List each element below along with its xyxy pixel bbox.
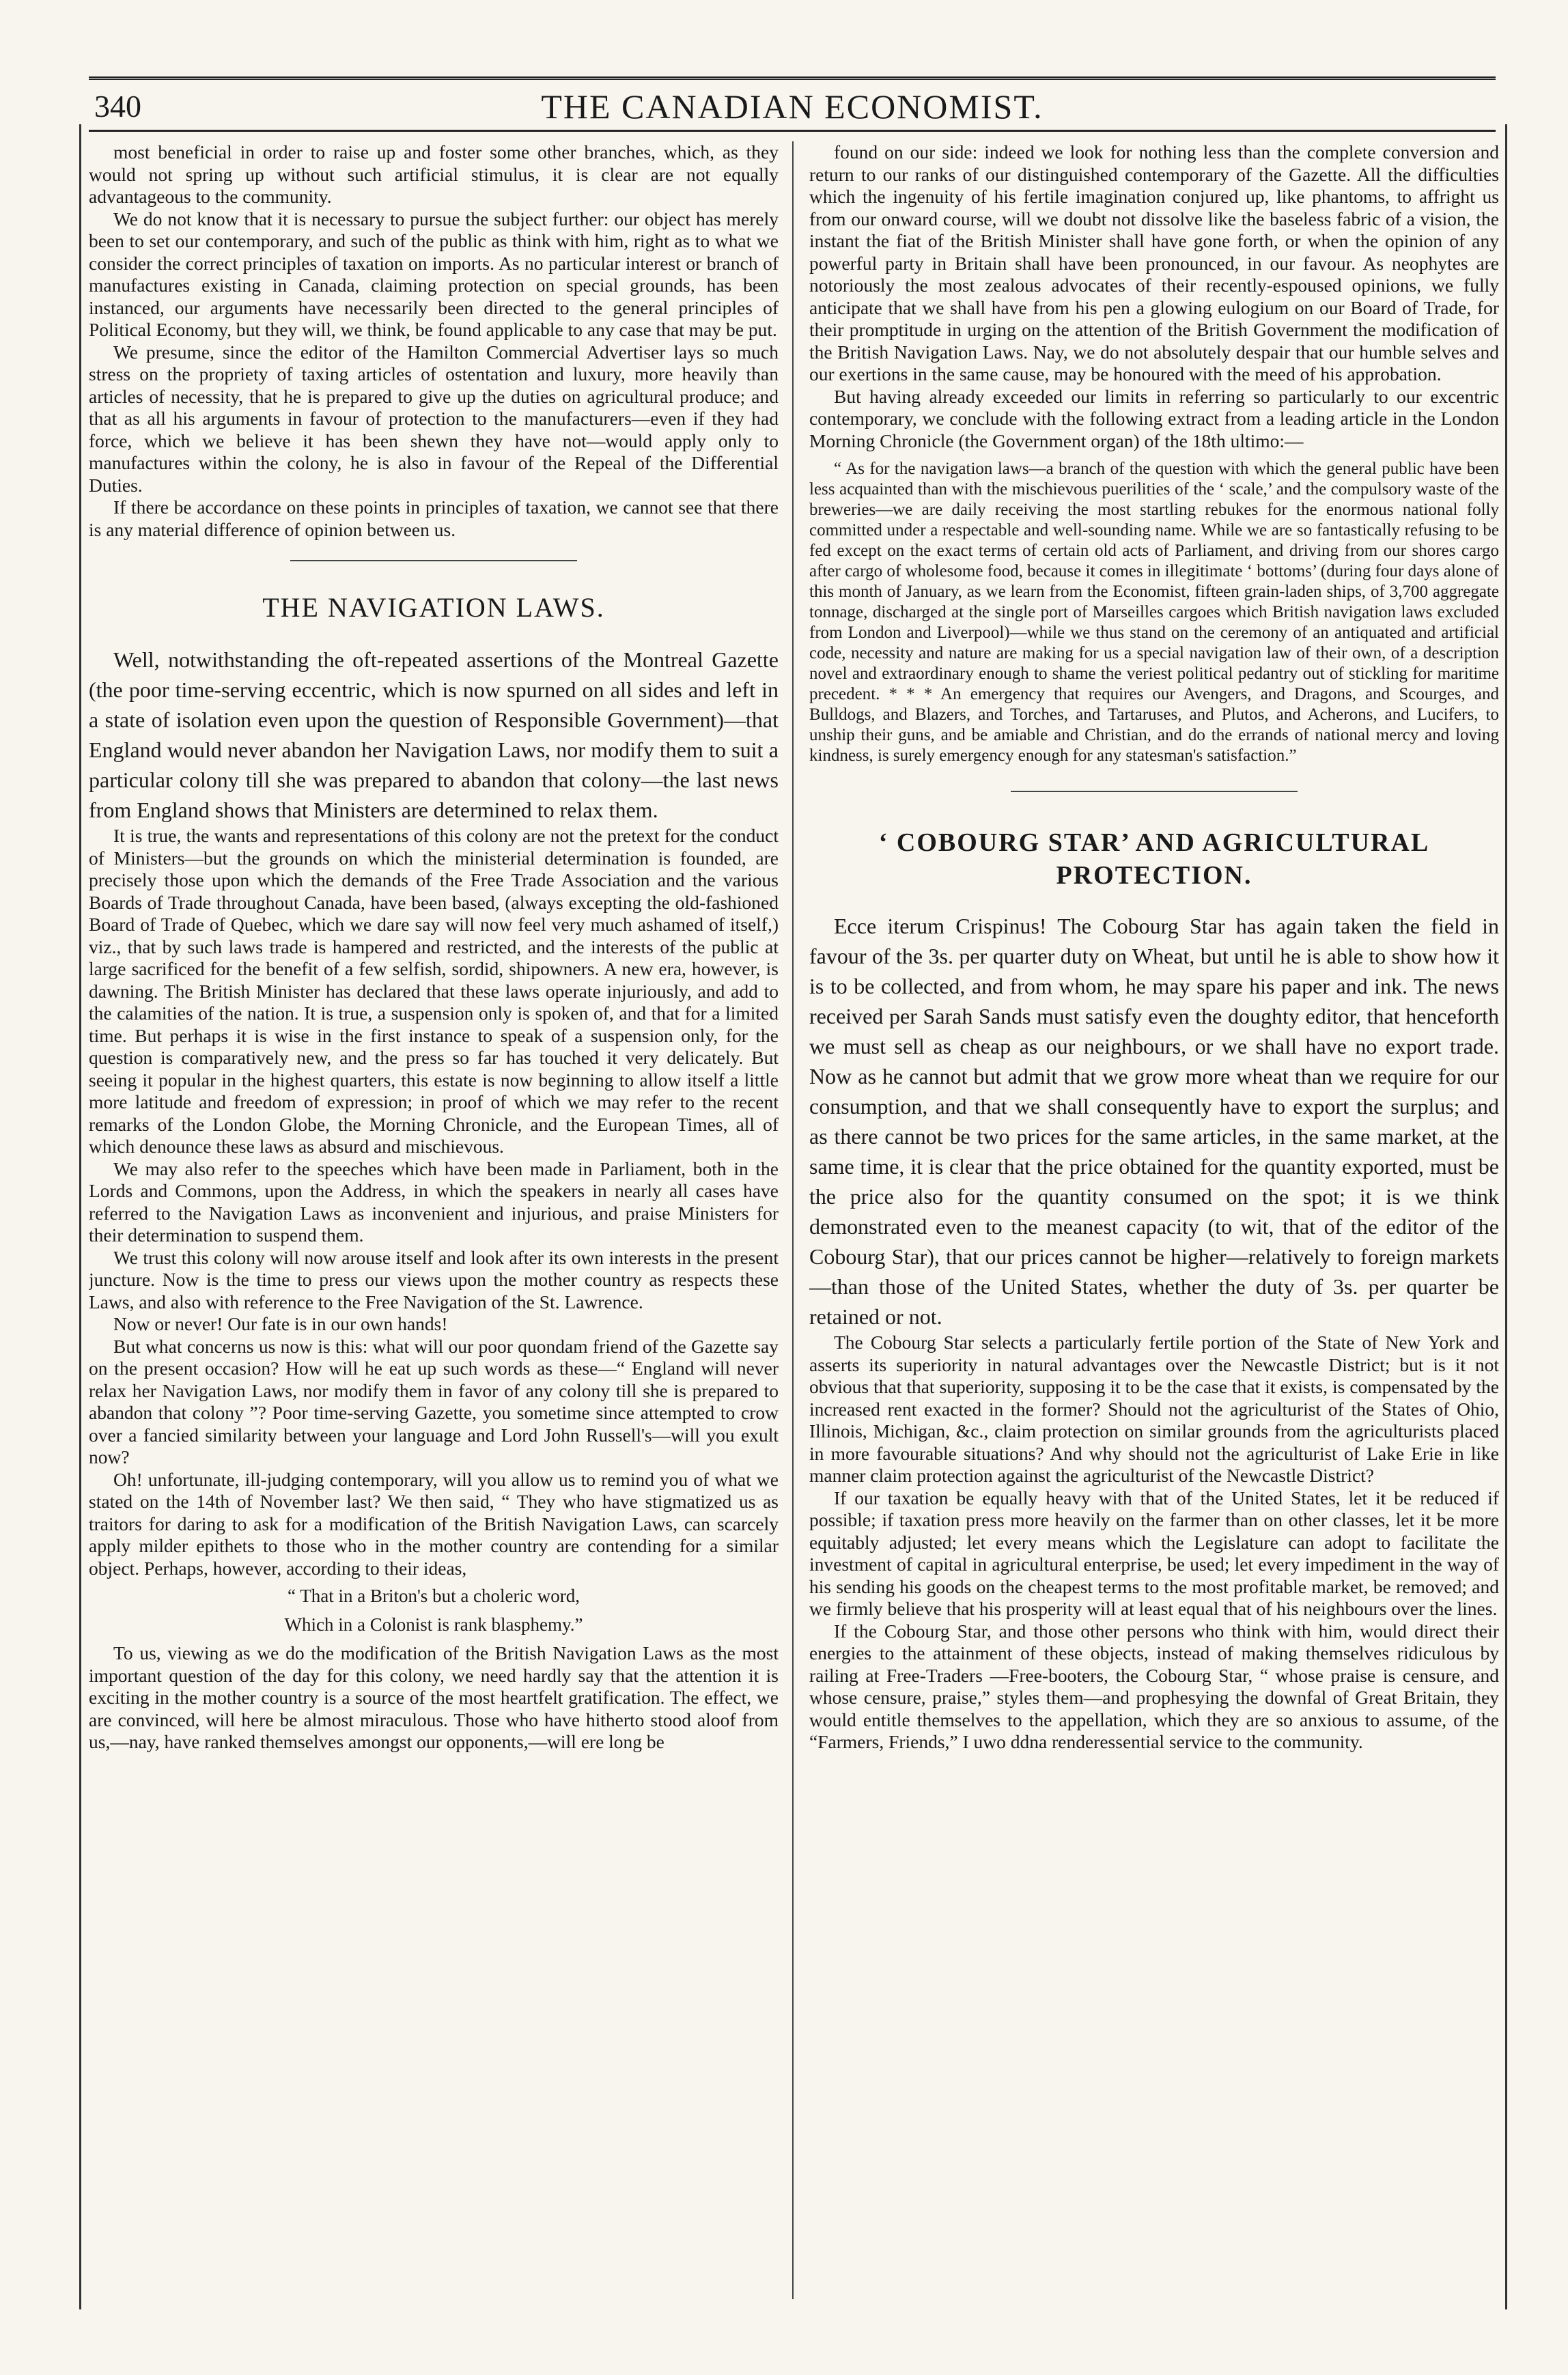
page-border-left	[79, 124, 81, 2309]
paragraph: Ecce iterum Crispinus! The Cobourg Star has again taken the field in favour of the 3s. per quarter duty on Wheat, but until he is able to show how it is to be collected, and from whom, he may spare his paper and ink. The news received per Sarah Sands must satisfy even the doughty editor, that henceforth we must sell as cheap as our neighbours, or we shall have no export trade. Now as he cannot but admit that we grow more wheat than we require for our consumption, and that we shall consequently have to export the surplus; and as there cannot be two prices for the same articles, in the same market, at the same time, it is clear that the price obtained for the quantity exported, must be the price also for the quantity consumed on the spot; it is we think demonstrated even to the meanest capacity (to wit, that of the editor of the Cobourg Star), that our prices cannot be higher—relatively to foreign markets—than those of the United States, whether the duty of 3s. per quarter be retained or not.	[809, 914, 1499, 1329]
section-divider	[290, 560, 577, 561]
paragraph: The Cobourg Star selects a particularly fertile portion of the State of New York and asserts its superiority in natural advantages over the Newcastle District; but is it not obvious that that superiority, supposing it to be the case that it exists, is compensated by the increased rent exacted in the former? Should not the agriculturist of the States of Ohio, Illinois, Michigan, &c., claim protection on similar grounds from the agriculturists placed in more favourable situations? And why should not the agriculturist of Lake Erie in like manner claim protection against the agriculturist of the Newcastle District?	[809, 1332, 1499, 1486]
paragraph: We presume, since the editor of the Hamilton Commercial Advertiser lays so much stress on the propriety of taxing articles of ostentation and luxury, more heavily than articles of necessity, that he is prepared to give up the duties on agricultural produce; and that as all his arguments in favour of protection to the manufacturers—even if they had force, which we believe it has been shewn they have not—would apply only to manufactures within the colony, he is also in favour of the Repeal of the Differential Duties.	[89, 341, 779, 496]
page-header	[89, 76, 1496, 128]
page-border-right	[1505, 124, 1507, 2309]
column-divider	[792, 141, 794, 2299]
header-rule	[89, 130, 1496, 132]
paragraph: most beneficial in order to raise up and foster some other branches, which, as they would not spring up without such artificial stimulus, it is clear are not equally advantageous to the community.	[89, 141, 779, 207]
paragraph: Well, notwithstanding the oft-repeated assertions of the Montreal Gazette (the poor time-serving eccentric, which is now spurned on all sides and left in a state of isolation even upon the question of Responsible Government)—that England would never abandon her Navigation Laws, nor modify them to suit a particular colony till she was prepared to abandon that colony—the last news from England shows that Ministers are determined to relax them.	[89, 647, 779, 822]
paragraph: We do not know that it is necessary to pursue the subject further: our object has merely been to set our contemporary, and such of the public as think with him, right as to what we consider the correct principles of taxation on imports. As no particular interest or branch of manufactures existing in Canada, claiming protection on special grounds, has been instanced, our arguments have necessarily been directed to the general principles of Political Economy, but they will, we think, be found applicable to any case that may be put.	[89, 208, 779, 340]
paragraph: Oh! unfortunate, ill-judging contemporary, will you allow us to remind you of what we stated on the 14th of November last? We then said, “ They who have stigmatized us as traitors for daring to ask for a modification of the British Navigation Laws, can scarcely apply milder epithets to those who in the mother country are contending for a similar object. Perhaps, however, according to their ideas,	[89, 1468, 779, 1579]
paragraph: If our taxation be equally heavy with that of the United States, let it be reduced if possible; if taxation press more heavily on the farmer than on other classes, let it be more equitably adjusted; let every means which the Legislature can adopt to facilitate the investment of capital in agricultural enterprise, be used; let every impediment in the way of his sending his goods on the cheapest terms to the most profitable market, be removed; and we firmly believe that his prosperity will at least equal that of his neighbours over the lines.	[809, 1487, 1499, 1619]
right-column	[809, 141, 1499, 2299]
paragraph: We may also refer to the speeches which have been made in Parliament, both in the Lords and Commons, upon the Address, in which the speakers in nearly all cases have referred to the Navigation Laws as inconvenient and injurious, and praise Ministers for their determination to suspend them.	[89, 1157, 779, 1246]
left-column	[89, 141, 779, 2299]
paragraph: found on our side: indeed we look for nothing less than the complete conversion and return to our ranks of our distinguished contemporary of the Gazette. All the difficulties which the ingenuity of his fertile imagination conjured up, like phantoms, to affright us from our onward course, will we doubt not dissolve like the baseless fabric of a vision, the instant the fiat of the British Minister shall have gone forth, or when the opinion of any powerful party in Britain shall have been pronounced, in our favour. As neophytes are notoriously the most zealous advocates of their recently-espoused opinions, we fully anticipate that we shall have from his pen a glowing eulogium on our Board of Trade, for their promptitude in urging on the attention of the British Government the modification of the British Navigation Laws. Nay, we do not absolutely despair that our humble selves and our exertions in the same cause, may be honoured with the meed of his approbation.	[809, 141, 1499, 384]
paragraph: But what concerns us now is this: what will our poor quondam friend of the Gazette say on the present occasion? How will he eat up such words as these—“ England will never relax her Navigation Laws, nor modify them in favor of any colony till she is prepared to abandon that colony ”? Poor time-serving Gazette, you sometime since attempted to crow over a fancied similarity between your language and Lord John Russell's—will you exult now?	[89, 1335, 779, 1467]
cobourg-star-heading: ‘ COBOURG STAR’ AND AGRICULTURAL PROTECTION.	[878, 828, 1430, 890]
paragraph: Now or never! Our fate is in our own hands!	[113, 1313, 448, 1334]
block-quote: “ As for the navigation laws—a branch of the question with which the general public have been less acquainted than with the mischievous puerilities of the ‘ scale,’ and the compulsory waste of the breweries—we are daily receiving the most startling rebukes for the enormous national folly committed under a respectable and well-sounding name. While we are so fantastically refusing to be fed except on the exact terms of certain old acts of Parliament, and driving from our shores cargo after cargo of wholesome food, because it comes in illegitimate ‘ bottoms’ (during four days alone of this month of January, as we learn from the Economist, fifteen grain-laden ships, of 3,700 aggregate tonnage, discharged at the single port of Marseilles cargoes which British navigation laws excluded from London and Liverpool)—while we thus stand on the ceremony of an antiquated and artificial code, necessity and nature are making for us a special navigation law of their own, of a description novel and extraordinary enough to shame the veriest political pedantry out of stickling for maritime precedent. * * * An emergency that requires our Avengers, and Dragons, and Scourges, and Bulldogs, and Blazers, and Torches, and Tartaruses, and Plutos, and Acherons, and Lucifers, to unship their guns, and be amiable and Christian, and do the errands of national mercy and loving kindness, is surely emergency enough for any statesman's satisfaction.”	[809, 460, 1499, 765]
paragraph: If there be accordance on these points in principles of taxation, we cannot see that there is any material difference of opinion between us.	[89, 496, 779, 540]
section-divider	[1011, 791, 1298, 792]
page	[89, 76, 1499, 2309]
paragraph: We trust this colony will now arouse itself and look after its own interests in the present juncture. Now is the time to press our views upon the mother country as respects these Laws, and also with reference to the Free Navigation of the St. Lawrence.	[89, 1246, 779, 1312]
paragraph: But having already exceeded our limits in referring so particularly to our excentric contemporary, we conclude with the following extract from a leading article in the London Morning Chronicle (the Government organ) of the 18th ultimo:—	[809, 385, 1499, 451]
page-number: 340	[94, 89, 141, 124]
page-title: THE CANADIAN ECONOMIST.	[541, 87, 1044, 126]
paragraph: If the Cobourg Star, and those other persons who think with him, would direct their energies to the attainment of these objects, instead of making themselves ridiculous by railing at Free-Traders —Free-booters, the Cobourg Star, “ whose praise is censure, and whose censure, praise,” styles them—and prophesying the downfal of Great Britain, they would entitle themselves to the appellation, which they are so anxious to assume, of the “Farmers, Friends,” I uwo ddna renderessential service to the community.	[809, 1620, 1499, 1752]
paragraph: To us, viewing as we do the modification of the British Navigation Laws as the most important question of the day for this colony, we need hardly say that the attention it is exciting in the mother country is a source of the most heartfelt gratification. The effect, we are convinced, will here be almost miraculous. Those who have hitherto stood aloof from us,—nay, have ranked themselves amongst our opponents,—will ere long be	[89, 1642, 779, 1752]
verse-line: Which in a Colonist is rank blasphemy.”	[284, 1614, 583, 1635]
verse-line: “ That in a Briton's but a choleric word,	[287, 1586, 580, 1606]
navigation-laws-heading: THE NAVIGATION LAWS.	[262, 592, 605, 623]
paragraph: It is true, the wants and representations of this colony are not the pretext for the conduct of Ministers—but the grounds on which the ministerial determination is founded, are precisely those upon which the demands of the Free Trade Association and the various Boards of Trade throughout Canada, have been based, (always excepting the old-fashioned Board of Trade of Quebec, which we dare say will now feel very much ashamed of itself,) viz., that by such laws trade is hampered and restricted, and the interests of the public at large sacrificed for the benefit of a few selfish, sordid, shipowners. A new era, however, is dawning. The British Minister has declared that these laws operate injuriously, and add to the calamities of the nation. It is true, a suspension only is spoken of, and that for a limited time. But perhaps it is wise in the first instance to speak of a suspension only, for the question is comparatively new, and the press so far has touched it very delicately. But seeing it popular in the highest quarters, this estate is now beginning to allow itself a little more latitude and freedom of expression; in proof of which we may refer to the recent remarks of the London Globe, the Morning Chronicle, and the European Times, all of which denounce these laws as absurd and mischievous.	[89, 825, 779, 1157]
